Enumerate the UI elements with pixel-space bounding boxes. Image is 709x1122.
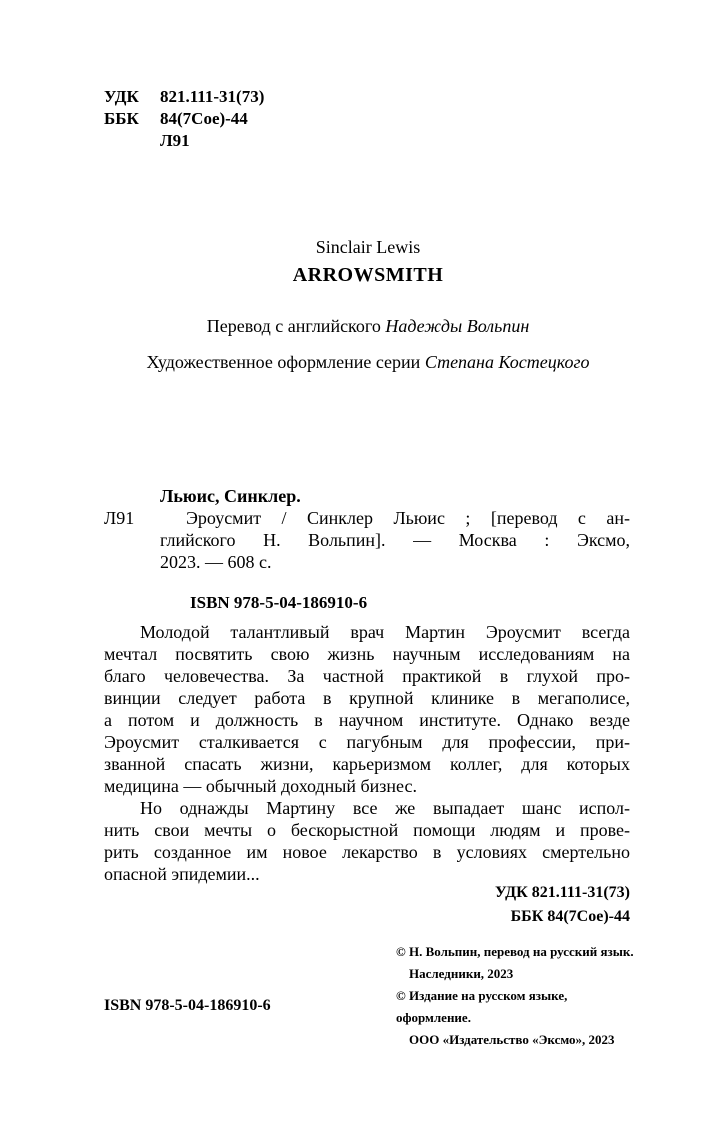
annotation-line: мечтал посвятить свою жизнь научным исследованиям на (104, 644, 630, 664)
annotation-line: нить свои мечты о бескорыстной помощи людям и прове- (104, 820, 630, 840)
udk-label: УДК (104, 87, 139, 106)
udk-row (104, 86, 264, 108)
annotation-line: винции следует работа в крупной клинике в мегаполисе, (104, 688, 630, 708)
annotation-line: медицина — обычный доходный бизнес. (104, 776, 417, 796)
translation-credit (105, 315, 631, 337)
annotation-line: званной спасать жизни, карьеризмом коллег, для которых (104, 754, 630, 774)
annotation-line: а потом и должность в научном институте. Однако везде (104, 710, 630, 730)
original-title: ARROWSMITH (292, 264, 444, 286)
udk-bottom: УДК 821.111-31(73) (495, 884, 630, 901)
author-sign-row (104, 130, 264, 152)
author-sign-spacer (104, 130, 160, 152)
catalog-entry-code: Л91 (104, 508, 135, 528)
annotation-line: опасной эпидемии... (104, 864, 260, 884)
top-classification-codes (104, 86, 264, 152)
catalog-entry-line: Эроусмит / Синклер Льюис ; [перевод с ан- (186, 508, 630, 528)
catalog-card (104, 485, 630, 929)
copyright-block (396, 941, 638, 1051)
annotation-line: рить созданное им новое лекарство в условиях смертельно (104, 842, 630, 862)
bbk-label: ББК (104, 109, 139, 128)
annotation-paragraph-1 (104, 621, 630, 797)
catalog-author-heading: Льюис, Синклер. (160, 486, 301, 506)
bbk-row (104, 108, 264, 130)
copyright-line: © Н. Вольпин, перевод на русский язык. (396, 944, 634, 959)
design-credit-prefix: Художественное оформление серии (146, 352, 425, 372)
annotation-line: Но однажды Мартину все же выпадает шанс испол- (140, 798, 630, 818)
annotation-paragraph-2 (104, 797, 630, 885)
title-block (105, 236, 631, 373)
annotation-line: Эроусмит сталкивается с пагубным для профессии, при- (104, 732, 630, 752)
isbn-catalog: ISBN 978-5-04-186910-6 (190, 593, 368, 612)
original-author: Sinclair Lewis (315, 237, 421, 257)
isbn-footer: ISBN 978-5-04-186910-6 (104, 997, 271, 1014)
catalog-entry (104, 507, 630, 573)
design-credit (105, 351, 631, 373)
bottom-classification-codes (104, 881, 630, 929)
translator-name: Надежды Вольпин (385, 316, 530, 336)
designer-name: Степана Костецкого (424, 352, 590, 372)
copyright-line: Наследники, 2023 (409, 966, 514, 981)
catalog-entry-line: глийского Н. Вольпин]. — Москва : Эксмо, (160, 530, 630, 550)
udk-value: 821.111-31(73) (160, 87, 265, 106)
annotation (104, 621, 630, 885)
catalog-entry-line: 2023. — 608 с. (160, 552, 272, 572)
copyright-line: ООО «Издательство «Эксмо», 2023 (409, 1032, 615, 1047)
translation-credit-prefix: Перевод с английского (206, 316, 386, 336)
author-sign-code: Л91 (160, 131, 190, 150)
annotation-line: Молодой талантливый врач Мартин Эроусмит всегда (140, 622, 630, 642)
annotation-line: благо человечества. За частной практикой в глухой про- (104, 666, 630, 686)
bbk-value: 84(7Сое)-44 (160, 109, 248, 128)
bbk-bottom: ББК 84(7Сое)-44 (510, 908, 630, 925)
copyright-line: © Издание на русском языке, оформление. (396, 988, 568, 1025)
